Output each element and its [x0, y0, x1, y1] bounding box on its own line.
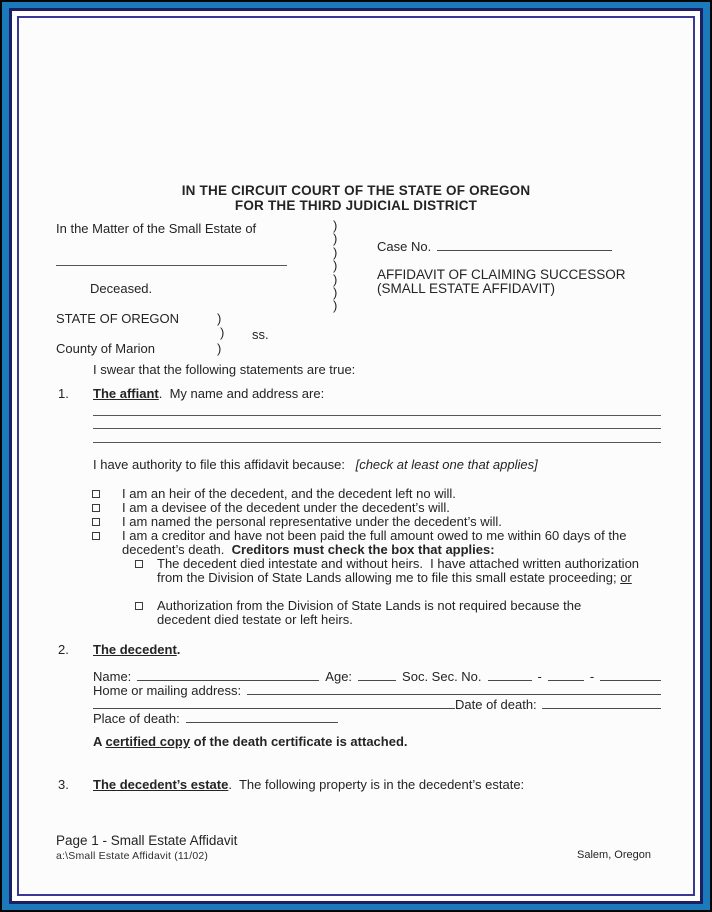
age-label: Age:	[325, 669, 353, 684]
venue-county: County of Marion	[56, 341, 155, 356]
case-number-row	[377, 238, 612, 254]
court-title-line1: IN THE CIRCUIT COURT OF THE STATE OF OREGON	[181, 183, 531, 198]
certified-underlined: certified copy	[105, 734, 191, 749]
paren-glyph: )	[220, 325, 225, 340]
sub-option-intestate-text: The decedent died intestate and without heirs. I have attached written authorization from the Division of State Lands allowing me to file this small estate proceeding;	[157, 556, 640, 585]
creditor-bold-text: Creditors must check the box that applies	[231, 542, 491, 557]
caption-paren-column	[333, 219, 337, 313]
sub-option-authorization: Authorization from the Division of State Lands is not required because the decedent died testate or left heirs.	[157, 598, 582, 627]
date-of-death-blank	[542, 696, 661, 709]
age-blank	[358, 668, 396, 681]
affidavit-title-line2: (SMALL ESTATE AFFIDAVIT)	[377, 281, 556, 296]
section3-heading: The decedent’s estate	[93, 777, 229, 792]
date-of-death-label: Date of death:	[455, 697, 537, 712]
section2-number: 2.	[58, 642, 69, 657]
checkbox-personal-representative	[92, 518, 100, 526]
name-label: Name:	[93, 669, 132, 684]
case-number-blank	[437, 238, 612, 251]
footer-file-reference: a:\Small Estate Affidavit (11/02)	[56, 850, 209, 862]
address-blank-continued	[93, 696, 455, 709]
sub-option-intestate	[157, 557, 665, 585]
authority-line	[93, 458, 538, 472]
paren-glyph: )	[333, 258, 338, 274]
affidavit-title-line1: AFFIDAVIT OF CLAIMING SUCCESSOR	[377, 267, 626, 282]
section3-number: 3.	[58, 777, 69, 792]
estate-name-blank	[56, 265, 287, 266]
section3-heading-tail: . The following property is in the decedent’s estate:	[228, 777, 525, 792]
affiant-blank-line-2	[93, 428, 661, 429]
section2-heading: The decedent	[93, 642, 177, 657]
sub-option-intestate-or: or	[620, 570, 632, 585]
checkbox-authorization-not-required	[135, 602, 143, 610]
venue-state: STATE OF OREGON	[56, 311, 180, 326]
paren-glyph: )	[333, 244, 338, 260]
affiant-blank-line-1	[93, 415, 661, 416]
footer-location: Salem, Oregon	[577, 849, 651, 861]
creditor-bold-tail: :	[490, 542, 495, 557]
footer-page-label: Page 1 - Small Estate Affidavit	[56, 833, 238, 848]
checkbox-devisee	[92, 504, 100, 512]
paren-glyph: )	[333, 231, 338, 247]
checkbox-heir	[92, 490, 100, 498]
certified-copy-statement	[93, 735, 408, 749]
paren-glyph: )	[333, 298, 338, 314]
option-creditor	[122, 529, 670, 557]
option-heir: I am an heir of the decedent, and the decedent left no will.	[122, 486, 456, 501]
option-devisee: I am a devisee of the decedent under the decedent’s will.	[122, 500, 450, 515]
section1-heading: The affiant	[93, 386, 159, 401]
scanned-affidavit-page	[17, 16, 695, 896]
affiant-blank-line-3	[93, 442, 661, 443]
checkbox-intestate-no-heirs	[135, 560, 143, 568]
authority-text: I have authority to file this affidavit because:	[93, 457, 345, 472]
venue-ss-label: ss.	[252, 327, 269, 342]
place-of-death-row	[93, 710, 338, 726]
creditor-text: I am a creditor and have not been paid the full amount owed to me within 60 days of the decedent’s death.	[122, 528, 627, 557]
case-number-label: Case No.	[377, 239, 432, 254]
ssn-dash: -	[537, 669, 542, 684]
paren-glyph: )	[217, 311, 222, 326]
section1-heading-line	[93, 387, 324, 401]
ssn-label: Soc. Sec. No.	[402, 669, 482, 684]
section2-heading-tail: .	[176, 642, 181, 657]
matter-of-text: In the Matter of the Small Estate of	[56, 221, 257, 236]
place-of-death-blank	[186, 710, 338, 723]
section1-number: 1.	[58, 386, 69, 401]
section3-heading-line	[93, 778, 653, 792]
paren-glyph: )	[333, 218, 338, 233]
certified-suffix: of the death certificate is attached.	[190, 734, 408, 749]
oath-line: I swear that the following statements are true:	[93, 362, 356, 377]
address-blank	[247, 682, 661, 695]
address-label: Home or mailing address:	[93, 683, 242, 698]
ssn-blank-2	[548, 668, 584, 681]
certified-prefix: A	[93, 734, 106, 749]
deceased-label: Deceased.	[90, 281, 153, 296]
section2-heading-line	[93, 643, 180, 657]
paren-glyph: )	[333, 285, 338, 301]
name-blank	[137, 668, 319, 681]
place-of-death-label: Place of death:	[93, 711, 180, 726]
decorative-frame-inner	[9, 8, 703, 904]
ssn-dash: -	[589, 669, 595, 684]
court-title-line2: FOR THE THIRD JUDICIAL DISTRICT	[234, 198, 478, 213]
checkbox-creditor	[92, 532, 100, 540]
authority-note: [check at least one that applies]	[355, 457, 538, 472]
paren-glyph: )	[333, 271, 338, 287]
ssn-blank-1	[488, 668, 532, 681]
ssn-blank-3	[600, 668, 661, 681]
option-personal-representative: I am named the personal representative under the decedent’s will.	[122, 514, 502, 529]
paren-glyph: )	[217, 341, 222, 356]
section1-heading-tail: . My name and address are:	[158, 386, 325, 401]
